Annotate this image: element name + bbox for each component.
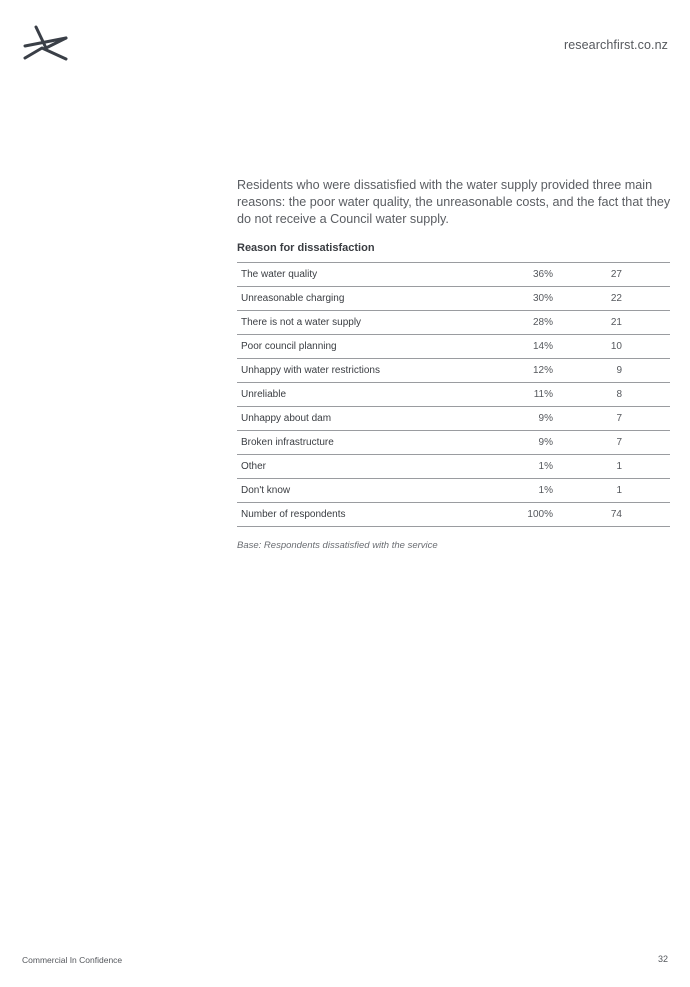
table-row: [237, 335, 670, 359]
base-note: Base: Respondents dissatisfied with the service: [237, 540, 438, 551]
row-label: Unreasonable charging: [237, 287, 473, 311]
row-count: 7: [557, 431, 670, 455]
row-label: Other: [237, 455, 473, 479]
row-percentage: 9%: [473, 407, 557, 431]
row-percentage: 100%: [473, 503, 557, 527]
table-row: [237, 311, 670, 335]
row-count: 7: [557, 407, 670, 431]
row-label: The water quality: [237, 263, 473, 287]
table-row: [237, 407, 670, 431]
row-count: 27: [557, 263, 670, 287]
row-percentage: 9%: [473, 431, 557, 455]
row-percentage: 28%: [473, 311, 557, 335]
site-url: researchfirst.co.nz: [563, 38, 668, 52]
row-label: Don't know: [237, 479, 473, 503]
row-percentage: 36%: [473, 263, 557, 287]
row-label: Unreliable: [237, 383, 473, 407]
row-percentage: 12%: [473, 359, 557, 383]
table-row: [237, 431, 670, 455]
intro-paragraph: Residents who were dissatisfied with the water supply provided three main reasons: the poor water quality, the unreasonable costs, and the fact that they do not receive a Council water supply.: [237, 178, 671, 226]
row-percentage: 30%: [473, 287, 557, 311]
table-row: [237, 479, 670, 503]
row-count: 1: [557, 455, 670, 479]
row-count: 8: [557, 383, 670, 407]
table-row: [237, 287, 670, 311]
row-count: 9: [557, 359, 670, 383]
row-label: Number of respondents: [237, 503, 473, 527]
table-row: [237, 503, 670, 527]
row-count: 74: [557, 503, 670, 527]
row-percentage: 1%: [473, 479, 557, 503]
table-title: Reason for dissatisfaction: [237, 242, 375, 254]
confidentiality-note: Commercial In Confidence: [22, 955, 123, 965]
row-count: 1: [557, 479, 670, 503]
row-percentage: 11%: [473, 383, 557, 407]
table-row: [237, 383, 670, 407]
row-label: Unhappy with water restrictions: [237, 359, 473, 383]
page-number: 32: [657, 954, 668, 964]
research-first-star-icon: [22, 24, 68, 62]
row-count: 22: [557, 287, 670, 311]
row-label: Unhappy about dam: [237, 407, 473, 431]
row-percentage: 1%: [473, 455, 557, 479]
table-row: [237, 359, 670, 383]
row-label: Poor council planning: [237, 335, 473, 359]
table-row: [237, 263, 670, 287]
table-row: [237, 455, 670, 479]
row-count: 10: [557, 335, 670, 359]
row-label: There is not a water supply: [237, 311, 473, 335]
row-percentage: 14%: [473, 335, 557, 359]
row-count: 21: [557, 311, 670, 335]
dissatisfaction-table: [237, 262, 670, 527]
row-label: Broken infrastructure: [237, 431, 473, 455]
